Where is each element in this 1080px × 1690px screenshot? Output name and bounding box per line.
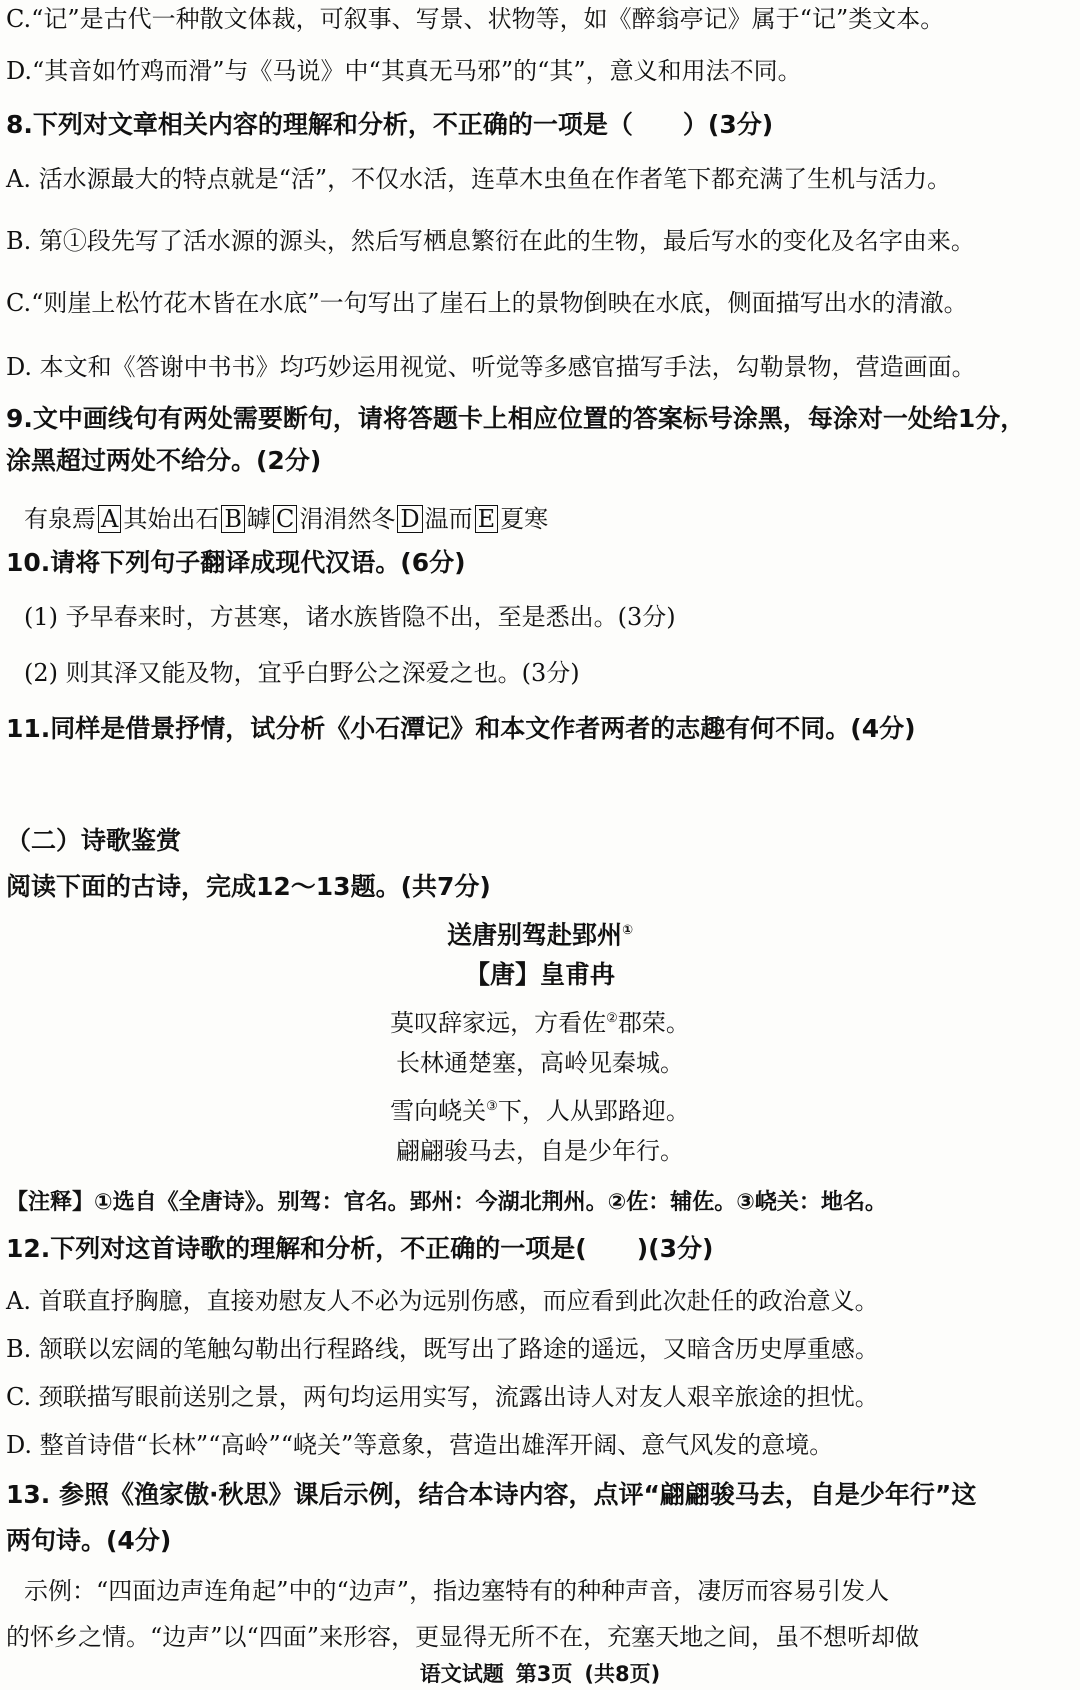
q9-segment: 涓涓然冬 — [299, 505, 396, 533]
poem-line-1: 莫叹辞家远，方看佐②郡荣。 — [390, 1009, 690, 1037]
poem-line-4: 翩翩骏马去，自是少年行。 — [396, 1137, 684, 1165]
q12-option-c: C. 颈联描写眼前送别之景，两句均运用实写，流露出诗人对友人艰辛旅途的担忧。 — [6, 1383, 879, 1411]
q10-sentence-2: (2) 则其泽又能及物，宜乎白野公之深爱之也。(3分) — [24, 659, 580, 687]
poem-line-2: 长林通楚塞，高岭见秦城。 — [396, 1049, 684, 1077]
q13-stem-line2: 两句诗。(4分) — [6, 1526, 172, 1555]
q9-mark-d[interactable]: D — [397, 505, 422, 533]
page-footer — [0, 1658, 1080, 1688]
q12-option-a: A. 首联直抒胸臆，直接劝慰友人不必为远别伤感，而应看到此次赴任的政治意义。 — [6, 1287, 879, 1315]
q9-mark-e[interactable]: E — [475, 505, 499, 533]
q12-option-b: B. 颔联以宏阔的笔触勾勒出行程路线，既写出了路途的遥远，又暗含历史厚重感。 — [6, 1335, 879, 1363]
q9-stem-line1: 9.文中画线句有两处需要断句，请将答题卡上相应位置的答案标号涂黑，每涂对一处给1分， — [6, 404, 1026, 433]
q8-stem: 8.下列对文章相关内容的理解和分析，不正确的一项是（ ）(3分) — [6, 110, 774, 139]
q11-stem: 11.同样是借景抒情，试分析《小石潭记》和本文作者两者的志趣有何不同。(4分) — [6, 714, 916, 743]
q9-sentence — [24, 502, 1074, 536]
q13-stem-line1: 13. 参照《渔家傲·秋思》课后示例，结合本诗内容，点评“翩翩骏马去，自是少年行”这 — [6, 1480, 977, 1509]
q9-mark-b[interactable]: B — [221, 505, 245, 533]
poem-author: 【唐】皇甫冉 — [464, 960, 615, 989]
poem-notes: 【注释】①选自《全唐诗》。别驾：官名。郢州：今湖北荆州。②佐：辅佐。③峣关：地名。 — [6, 1190, 887, 1215]
poem-line-3: 雪向峣关③下，人从郢路迎。 — [390, 1097, 690, 1125]
q9-segment: 温而 — [424, 505, 473, 533]
q12-stem: 12.下列对这首诗歌的理解和分析，不正确的一项是( )(3分) — [6, 1234, 714, 1263]
footer-subject: 语文试题 — [419, 1662, 504, 1686]
q12-option-d: D. 整首诗借“长林”“高岭”“峣关”等意象，营造出雄浑开阔、意气风发的意境。 — [6, 1431, 834, 1459]
section-title: （二）诗歌鉴赏 — [6, 826, 182, 855]
q9-mark-a[interactable]: A — [98, 505, 121, 533]
footer-total: (共8页) — [584, 1662, 661, 1686]
q9-segment: 罅 — [246, 505, 271, 533]
q8-option-b: B. 第①段先写了活水源的源头，然后写栖息繁衍在此的生物，最后写水的变化及名字由来。 — [6, 227, 975, 255]
q9-segment: 夏寒 — [500, 505, 549, 533]
q8-option-d: D. 本文和《答谢中书书》均巧妙运用视觉、听觉等多感官描写手法，勾勒景物，营造画面。 — [6, 353, 976, 381]
q13-example-line1: 示例：“四面边声连角起”中的“边声”，指边塞特有的种种声音，凄厉而容易引发人 — [24, 1577, 890, 1605]
q9-stem-line2: 涂黑超过两处不给分。(2分) — [6, 446, 322, 475]
q8-option-c: C.“则崖上松竹花木皆在水底”一句写出了崖石上的景物倒映在水底，侧面描写出水的清澈。 — [6, 289, 968, 317]
q9-segment: 有泉焉 — [24, 505, 96, 533]
poem-title: 送唐别驾赴郢州① — [446, 920, 634, 950]
footer-page: 第3页 — [515, 1662, 573, 1686]
q8-option-a: A. 活水源最大的特点就是“活”，不仅水活，连草木虫鱼在作者笔下都充满了生机与活力。 — [6, 165, 952, 193]
q7-option-d: D.“其音如竹鸡而滑”与《马说》中“其真无马邪”的“其”，意义和用法不同。 — [6, 57, 802, 85]
q9-mark-c[interactable]: C — [273, 505, 297, 533]
q9-segment: 其始出石 — [123, 505, 220, 533]
q10-stem: 10.请将下列句子翻译成现代汉语。(6分) — [6, 548, 466, 577]
section-intro: 阅读下面的古诗，完成12～13题。(共7分) — [6, 872, 491, 901]
q7-option-c: C.“记”是古代一种散文体裁，可叙事、写景、状物等，如《醉翁亭记》属于“记”类文本。 — [6, 5, 945, 33]
q10-sentence-1: (1) 予早春来时，方甚寒，诸水族皆隐不出，至是悉出。(3分) — [24, 603, 676, 631]
q13-example-line2: 的怀乡之情。“边声”以“四面”来形容，更显得无所不在，充塞天地之间，虽不想听却做 — [6, 1623, 920, 1651]
